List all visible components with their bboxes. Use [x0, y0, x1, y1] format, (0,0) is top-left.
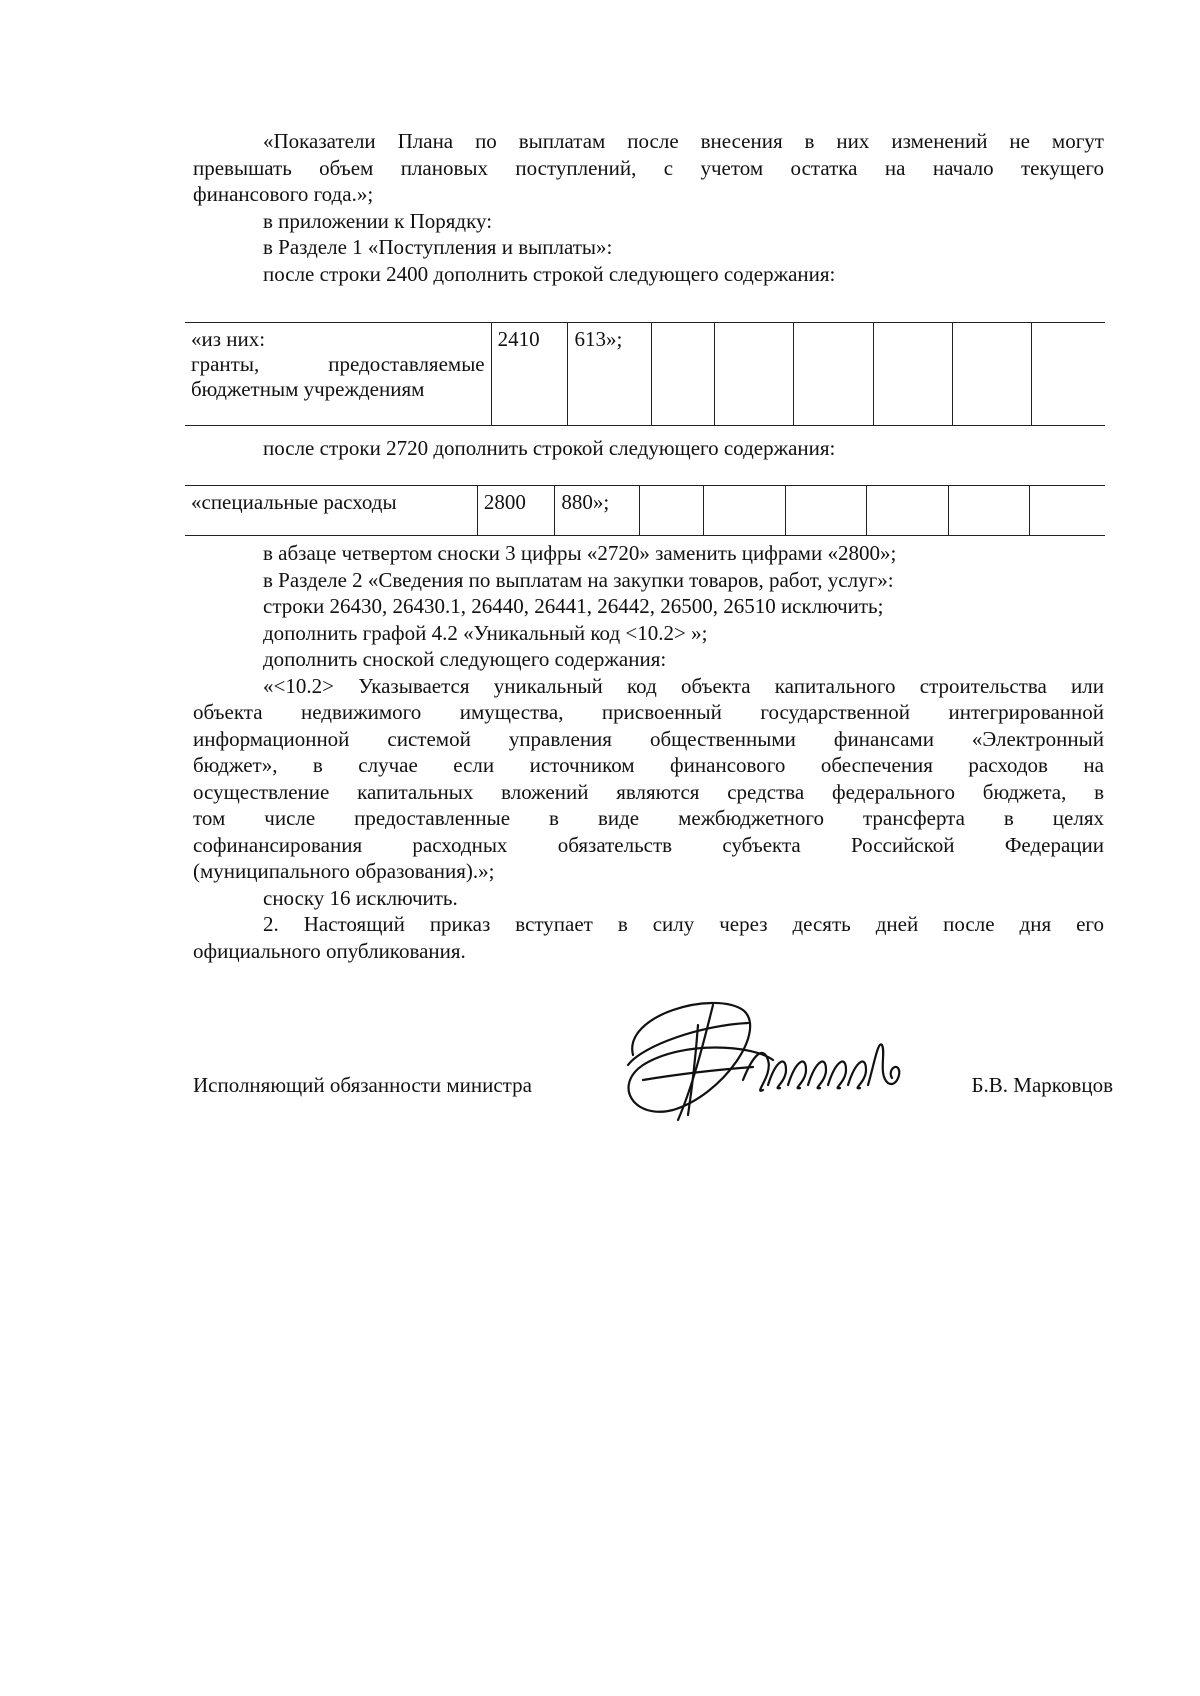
footnote-line-6: том числе предоставленные в виде межбюджетного трансферта в целях [193, 806, 1104, 830]
after-p9: дополнить графой 4.2 «Уникальный код <10.2> »; [263, 620, 708, 645]
table1-empty-cell [953, 323, 1032, 426]
mid-block [193, 435, 1104, 462]
table2-empty-cell [639, 486, 704, 536]
intro-line-1: «Показатели Плана по выплатам после внесения в них изменений не могут [263, 129, 1104, 153]
table1-name-line3: бюджетным учреждениям [191, 377, 425, 401]
footnote-line-3: информационной системой управления общественными финансами «Электронный [193, 726, 1104, 751]
after-p8: строки 26430, 26430.1, 26440, 26441, 26442, 26500, 26510 исключить; [263, 594, 884, 618]
table1-code-cell: 2410 [491, 323, 568, 426]
table1-name-line2a: гранты, [191, 352, 260, 376]
table2-empty-cell [785, 486, 866, 536]
table2-empty-cell [948, 486, 1029, 536]
table1-empty-cell [794, 323, 873, 426]
table1-empty-cell [873, 323, 952, 426]
table2-empty-cell [867, 486, 948, 536]
table1-name-line2b: предоставляемые [328, 352, 485, 376]
table1-empty-cell [652, 323, 715, 426]
intro-p4: после строки 2400 дополнить строкой следующего содержания: [263, 261, 836, 286]
table1-name-line1: «из них: [191, 327, 266, 351]
after-p10: дополнить сноской следующего содержания: [263, 647, 667, 671]
intro-line-2: превышать объем плановых поступлений, с учетом остатка на начало текущего [193, 155, 1104, 180]
table2-name-cell: «специальные расходы [191, 490, 397, 514]
table1-empty-cell [1032, 323, 1105, 426]
footnote-line-4: бюджет», в случае если источником финансового обеспечения расходов на [193, 753, 1104, 777]
intro-line-3: финансового года.»; [193, 182, 374, 206]
table2-empty-cell [704, 486, 785, 536]
intro-p2: в приложении к Порядку: [263, 208, 493, 233]
after-block [193, 540, 1104, 964]
intro-block [193, 128, 1104, 287]
footnote-line-2: объекта недвижимого имущества, присвоенный государственной интегрированной [193, 700, 1104, 724]
insert-table-1 [185, 322, 1105, 426]
table1-empty-cell [715, 323, 794, 426]
signature-row [193, 1055, 1113, 1115]
after-p12-line2: официального опубликования. [193, 938, 466, 963]
intro-p3: в Разделе 1 «Поступления и выплаты»: [263, 235, 613, 259]
after-p11: сноску 16 исключить. [263, 885, 458, 910]
table1-name-cell [185, 323, 491, 426]
after-p12-line1: 2. Настоящий приказ вступает в силу через десять дней после дня его [263, 912, 1104, 936]
signatory-title: Исполняющий обязанности министра [193, 1073, 532, 1097]
table2-code-cell: 2800 [477, 486, 555, 536]
footnote-line-5: осуществление капитальных вложений являются средства федерального бюджета, в [193, 779, 1104, 804]
footnote-line-8: (муниципального образования).»; [193, 859, 495, 883]
signatory-name: Б.В. Марковцов [971, 1073, 1113, 1097]
table1-kosgu-cell: 613»; [568, 323, 652, 426]
footnote-line-1: «<10.2> Указывается уникальный код объекта капитального строительства или [263, 673, 1104, 698]
table2-kosgu-cell: 880»; [555, 486, 639, 536]
footnote-line-7: софинансирования расходных обязательств субъекта Российской Федерации [193, 832, 1104, 857]
handwritten-signature-icon [603, 985, 923, 1135]
after-p6: в абзаце четвертом сноски 3 цифры «2720» заменить цифрами «2800»; [263, 541, 897, 565]
mid-p5: после строки 2720 дополнить строкой следующего содержания: [263, 436, 836, 460]
insert-table-2 [185, 485, 1105, 536]
table2-empty-cell [1030, 486, 1105, 536]
table1-name-line2 [191, 352, 485, 377]
after-p7: в Разделе 2 «Сведения по выплатам на закупки товаров, работ, услуг»: [263, 567, 894, 592]
